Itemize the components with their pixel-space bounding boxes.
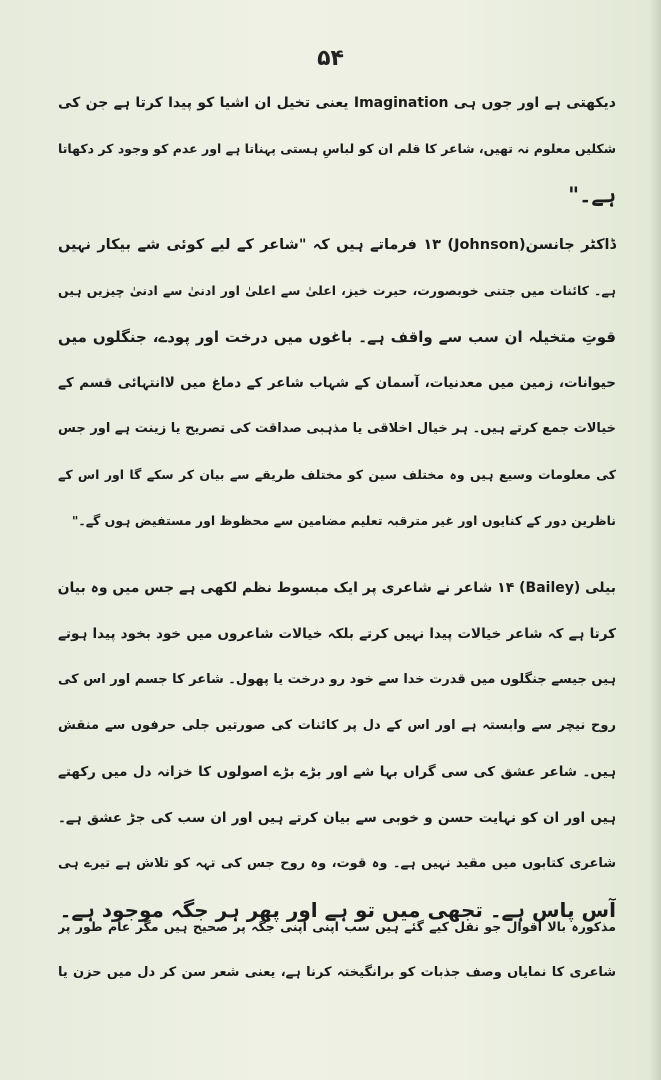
text-line: مذکورہ بالا اقوال جو نقل کیے گئے ہیں سب اپنی اپنی جگہ پر صحیح ہیں مگر عام طور پر [58,919,616,934]
text-line: قوتِ متخیلہ ان سب سے واقف ہے۔ باغوں میں درخت اور پودے، جنگلوں میں [58,328,616,346]
page-number: ۵۴ [317,46,344,71]
paragraph-1 [58,80,616,218]
text-line: آس پاس ہے۔ تجھی میں تو ہے اور پھر ہر جگہ موجود ہے۔ [59,898,616,922]
paragraph-4 [58,904,616,996]
text-line: ڈاکٹر جانسن(Johnson) ۱۳ فرماتے ہیں کہ "شاعر کے لیے کوئی شے بیکار نہیں [58,237,616,253]
text-line: شکلیں معلوم نہ تھیں، شاعر کا قلم ان کو لباسِ ہستی پہناتا ہے اور عدم کو وجود کر دکھاتا [58,141,616,156]
text-line: ہے۔ کائنات میں جتنی خوبصورت، حیرت خیز، اعلیٰ سے اعلیٰ اور ادنیٰ سے ادنیٰ چیزیں ہیں [58,283,616,298]
text-line: شاعری کتابوں میں مقید نہیں ہے۔ وہ قوت، وہ روح جس کی تہہ کو تلاش ہے تیرے ہی [58,856,616,871]
text-line: خیالات جمع کرتے ہیں۔ ہر خیال اخلاقی یا مذہبی صداقت کی تصریح یا زینت ہے اور جس [58,421,616,436]
text-line: دیکھتی ہے اور جوں ہی Imagination یعنی تخیل ان اشیا کو پیدا کرتا ہے جن کی [58,95,616,111]
text-line: شاعری کا نمایاں وصف جذبات کو برانگیختہ کرنا ہے، یعنی شعر سن کر دل میں حزن یا [58,965,616,980]
text-line: ناظرین دور کے کنایوں اور غیر مترقبہ تعلیم مضامین سے محظوظ اور مستفیض ہوں گے۔" [71,513,616,528]
page-edge-shadow [649,0,661,1080]
paragraph-2 [58,222,616,544]
text-line: روح نیچر سے وابستہ ہے اور اس کے دل پر کائنات کی صورتیں جلی حرفوں سے منقش [58,718,616,733]
text-line: ہیں۔ شاعر عشق کی سی گراں بہا شے اور بڑے بڑے اصولوں کا خزانہ دل میں رکھتے [58,764,616,780]
text-line: کی معلومات وسیع ہیں وہ مختلف سین کو مختلف طریقے سے بیان کر سکے گا اور اس کے [58,467,616,482]
paragraph-3 [58,565,616,933]
text-line: ہیں اور ان کو نہایت حسن و خوبی سے بیان کرتے ہیں اور ان سب کی جڑ عشق ہے۔ [58,810,616,826]
text-line: بیلی (Bailey) ۱۴ شاعر نے شاعری پر ایک مبسوط نظم لکھی ہے جس میں وہ بیان [58,580,616,596]
text-line: ہیں جیسے جنگلوں میں قدرت خدا سے خود رو درخت یا پھول۔ شاعر کا جسم اور اس کی [58,672,616,687]
text-line: ہے۔" [568,183,616,207]
text-line: کرتا ہے کہ شاعر خیالات پیدا نہیں کرتے بلکہ خیالات شاعروں میں خود بخود پیدا ہوتے [58,626,616,642]
text-line: حیوانات، زمین میں معدنیات، آسمان کے شہاب شاعر کے دماغ میں لاانتہائی قسم کے [58,375,616,391]
